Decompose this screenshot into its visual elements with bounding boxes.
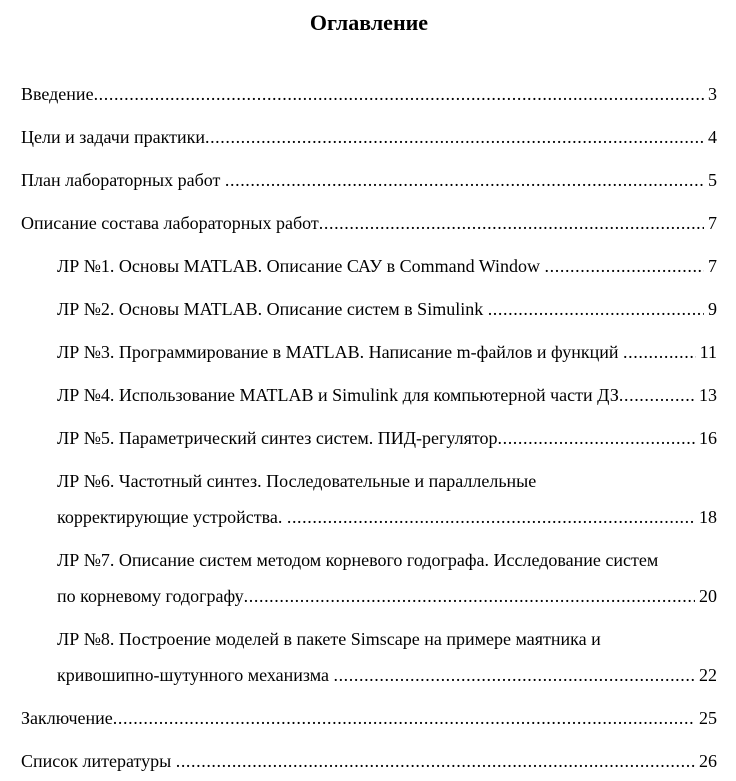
toc-page-number: 18 <box>699 507 717 527</box>
toc-entry-label: по корневому годографу <box>57 586 244 606</box>
toc-page-number: 20 <box>699 586 717 606</box>
toc-page-number: 4 <box>708 127 717 147</box>
toc-entry-label: Введение <box>21 84 94 104</box>
dot-leader <box>623 334 696 370</box>
toc-entry-label: кривошипно-шутунного механизма <box>57 665 334 685</box>
toc-page-number: 16 <box>699 428 717 448</box>
toc-title: Оглавление <box>309 10 429 35</box>
toc-entry-label: Цели и задачи практики <box>21 127 205 147</box>
toc-entry-plan-rabot[interactable] <box>21 162 717 198</box>
toc-entry-celi-zadachi[interactable] <box>21 119 717 155</box>
toc-entry-zaklyuchenie[interactable] <box>21 700 717 736</box>
toc-entry-label: ЛР №5. Параметрический синтез систем. ПИД-регулятор <box>57 428 498 448</box>
toc-page-number: 13 <box>699 385 717 405</box>
toc-entry-lr7[interactable] <box>57 542 717 614</box>
toc-page-number: 11 <box>699 342 717 362</box>
toc-entry-label: ЛР №2. Основы MATLAB. Описание систем в Simulink <box>57 299 488 319</box>
toc-entry-lr5[interactable] <box>57 420 717 456</box>
dot-leader <box>287 499 695 535</box>
toc-entry-label: Заключение <box>21 708 113 728</box>
dot-leader <box>333 657 695 693</box>
dot-leader <box>488 291 704 327</box>
dot-leader <box>205 119 704 155</box>
toc-entry-lr1[interactable] <box>57 248 717 284</box>
toc-page-number: 9 <box>708 299 717 319</box>
toc-page-number: 22 <box>699 665 717 685</box>
toc-entry-label: ЛР №3. Программирование в MATLAB. Написание m-файлов и функций <box>57 342 624 362</box>
toc-page-number: 26 <box>699 751 717 771</box>
dot-leader <box>498 420 696 456</box>
toc-entry-lr2[interactable] <box>57 291 717 327</box>
toc-page-number: 7 <box>708 213 717 233</box>
toc-entry-lr6[interactable] <box>57 463 717 535</box>
toc-entry-vvedenie[interactable] <box>21 76 717 112</box>
toc-page-number: 3 <box>708 84 717 104</box>
toc-entry-label: Список литературы <box>21 751 176 771</box>
toc-entry-lr4[interactable] <box>57 377 717 413</box>
dot-leader <box>176 743 695 779</box>
dot-leader <box>113 700 695 736</box>
toc-page-number: 7 <box>708 256 717 276</box>
dot-leader <box>225 162 704 198</box>
toc-entry-label: корректирующие устройства. <box>57 507 287 527</box>
dot-leader <box>244 578 695 614</box>
toc-page-number: 25 <box>699 708 717 728</box>
toc-entry-label: Описание состава лабораторных работ <box>21 213 319 233</box>
toc-entry-spisok-literatury[interactable] <box>21 743 717 779</box>
toc-entry-opisanie-sostava[interactable] <box>21 205 717 241</box>
toc-entry-label: ЛР №1. Основы MATLAB. Описание САУ в Command Window <box>57 256 545 276</box>
toc-entry-lr3[interactable] <box>57 334 717 370</box>
toc-entry-label: План лабораторных работ <box>21 170 225 190</box>
dot-leader <box>94 76 704 112</box>
dot-leader <box>619 377 695 413</box>
table-of-contents <box>21 76 717 779</box>
dot-leader <box>545 248 704 284</box>
toc-entry-line1: ЛР №8. Построение моделей в пакете Simscape на примере маятника и <box>57 629 601 649</box>
toc-page-number: 5 <box>708 170 717 190</box>
toc-entry-lr8[interactable] <box>57 621 717 693</box>
toc-entry-label: ЛР №4. Использование MATLAB и Simulink для компьютерной части ДЗ <box>57 385 619 405</box>
toc-entry-line1: ЛР №7. Описание систем методом корневого годографа. Исследование систем <box>57 550 659 570</box>
dot-leader <box>319 205 704 241</box>
toc-entry-line1: ЛР №6. Частотный синтез. Последовательные и параллельные <box>57 471 537 491</box>
